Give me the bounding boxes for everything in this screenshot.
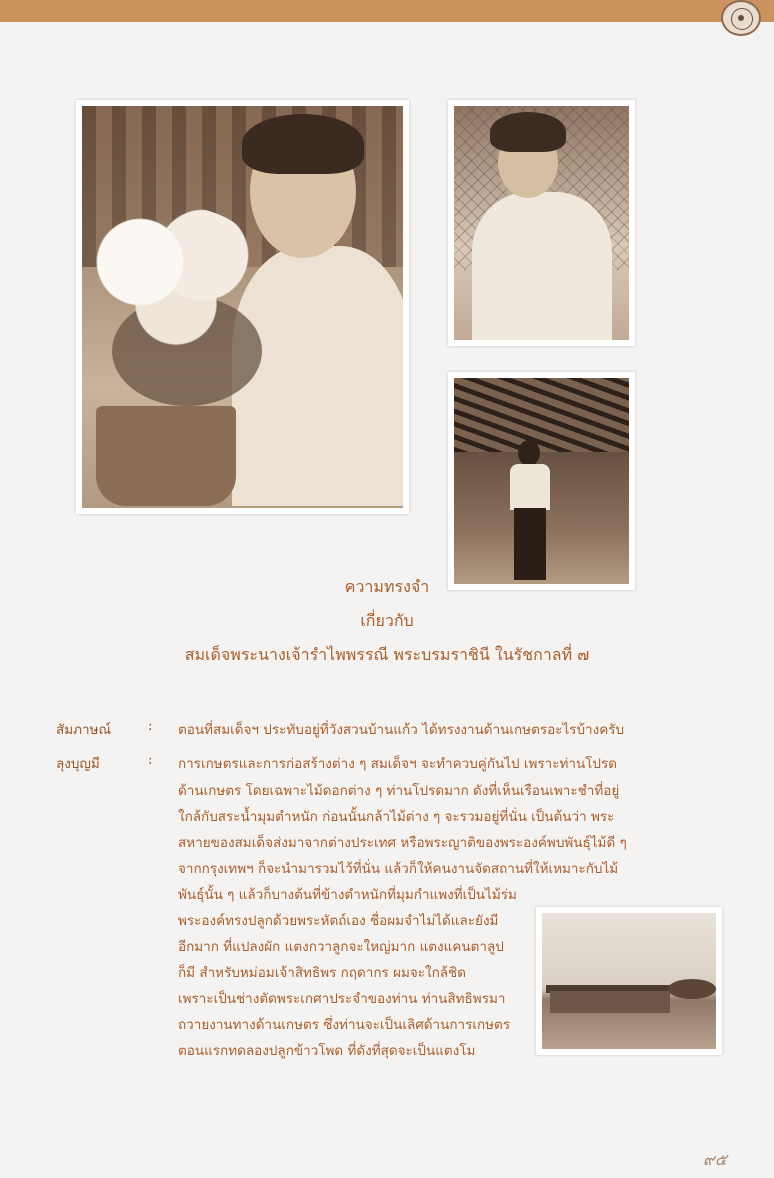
answer-line: เพราะเป็นช่างตัดพระเกศาประจำของท่าน ท่านสิทธิพรมา [178, 991, 506, 1007]
page-number: ๙๕ [703, 1150, 727, 1169]
speaker-colon: : [148, 752, 153, 768]
emblem-seal-icon [721, 0, 761, 36]
photo-queen-at-lattice [448, 100, 635, 346]
photo-queen-with-hydrangea [76, 100, 409, 514]
speaker-interviewer: สัมภาษณ์ [56, 722, 112, 738]
answer-line: อีกมาก ที่แปลงผัก แตงกวาลูกจะใหญ่มาก แตงแคนตาลูป [178, 939, 504, 955]
speaker-colon: : [148, 718, 153, 734]
answer-line: พันธุ์นั้น ๆ แล้วก็บางต้นที่ข้างตำหนักที่มุมกำแพงที่เป็นไม้ร่ม [178, 887, 517, 903]
answer-line: จากกรุงเทพฯ ก็จะนำมารวมไว้ที่นั่น แล้วก็ให้คนงานจัดสถานที่ให้เหมาะกับไม้ [178, 861, 619, 877]
answer-line: การเกษตรและการก่อสร้างต่าง ๆ สมเด็จฯ จะทำควบคู่กันไป เพราะท่านโปรด [178, 756, 618, 772]
speaker-lung-boonmee: ลุงบุญมี [56, 756, 100, 772]
answer-line: ใกล้กับสระน้ำมุมตำหนัก ก่อนนั้นกล้าไม้ต่าง ๆ จะรวมอยู่ที่นั่น เป็นต้นว่า พระ [178, 809, 615, 825]
question-text: ตอนที่สมเด็จฯ ประทับอยู่ที่วังสวนบ้านแก้ว ได้ทรงงานด้านเกษตรอะไรบ้างครับ [178, 722, 625, 738]
answer-line: ด้านเกษตร โดยเฉพาะไม้ดอกต่าง ๆ ท่านโปรดมาก ดังที่เห็นเรือนเพาะชำที่อยู่ [178, 783, 620, 799]
answer-line: ตอนแรกทดลองปลูกข้าวโพด ที่ดังที่สุดจะเป็นแตงโม [178, 1043, 476, 1059]
answer-line: พระองค์ทรงปลูกด้วยพระหัตถ์เอง ชื่อผมจำไม่ได้และยังมี [178, 913, 499, 929]
heading-line-3: สมเด็จพระนางเจ้ารำไพพรรณี พระบรมราชินี ในรัชกาลที่ ๗ [184, 645, 590, 664]
top-color-band [0, 0, 774, 22]
photo-queen-under-pergola [448, 372, 635, 590]
answer-line: ก็มี สำหรับหม่อมเจ้าสิทธิพร กฤดากร ผมจะใกล้ชิด [178, 965, 466, 981]
photo-building-landscape [536, 907, 722, 1055]
heading-line-1: ความทรงจำ [344, 577, 430, 596]
heading-line-2: เกี่ยวกับ [360, 611, 414, 630]
answer-line: สหายของสมเด็จส่งมาจากต่างประเทศ หรือพระญาติของพระองค์พบพันธุ์ไม้ดี ๆ [178, 835, 627, 851]
answer-line: ถวายงานทางด้านเกษตร ซึ่งท่านจะเป็นเลิศด้านการเกษตร [178, 1017, 511, 1033]
